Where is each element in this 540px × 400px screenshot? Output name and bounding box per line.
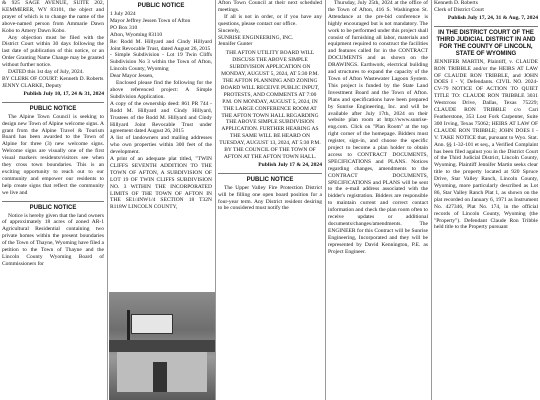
closing: Sincerely, xyxy=(218,27,240,34)
clerk-line: BY CLERK OF COURT: Kenneth D. Roberts xyxy=(2,75,104,82)
alpine-signs-notice: The Alpine Town Council is seeking to design new Town of Alpine welcome signs. A grant from the Alpine Travel & Tourism Board has been awarded to the Town of Alpine for three (3) new welcome signs. Welcome signs are visually one of the first visual markers residents/visitors see when they cross town boundaries. This is an exciting opportunity to reach out to our community and empower our residents to help create signs that reflect the community we live and xyxy=(2,113,104,196)
dated-line: DATED this 1st day of July, 2024. xyxy=(8,69,84,76)
addressee: Mayor Jeffrey Jessen Town of Afton xyxy=(110,17,191,24)
divider xyxy=(2,102,104,103)
name-change-notice-continued xyxy=(2,0,104,90)
notice-heading: PUBLIC NOTICE xyxy=(29,105,77,112)
signer: Jennifer Gunter xyxy=(218,41,253,48)
town-sign xyxy=(131,314,173,334)
notice-text: & 925 SAGE AVENUE, SUITE 202, KEMMERER, WY 83101, the object and prayer of which is to change the name of the above-named person from Ammarie Dawn Kobo to Amery Dawn Kobo. xyxy=(2,0,104,34)
notice-heading: PUBLIC NOTICE xyxy=(137,3,185,9)
bid-notice-text: Thursday, July 25th, 2024 at the office of the Town of Afton, 416 S. Washington St. Attendance at the pre-bid conference is highly encouraged but is not mandatory. The work to be performed under this project shall consist of furnishing all labor, materials and equipment required to construct the facilities and features called for in the CONTRACT DOCUMENTS and as shown on the DRAWINGS. Earthwork, electrical building and structures to expand the capacity of the Town of Afton Wastewater Lagoon System. This project is funded by the State Land Investment Board and the Town of Afton. Plans and specifications have been prepared by Sunrise Engineering, Inc. and will be available after July 17th, 2024 on their website plan room at http://www.sunrise-eng.com. Click on "Plan Room" at the top right corner of the homepage. Bidders must register, sign-in, and choose the specific project to become a plan holder to obtain access to CONTRACT DOCUMENTS, SPECIFICATIONS and PLANS. Notices regarding changes, amendments to the CONTRACT DOCUMENTS, SPECIFICATIONS and PLANS will be sent to the e-mail address associated with the bidder's registration. Bidders are responsible to maintain current and correct contact information and check the plan room often to receive updates or additional documents/changes/amendments. The ENGINEER for this Contract will be Sunrise Engineering, Incorporated and they will be represented by David Kennington, P.E. as Project Engineer. xyxy=(328,0,428,255)
letter-text: A copy of the ownership deed: 861 PR 744 - Rodd M. Hillyard and Cindy Hillyard, Trustees of the Rodd M. Hillyard and Cindy Hillyard Joint Revocable Trust under agreement dated August 26, 2015 xyxy=(110,100,212,135)
letter-text: Enclosed please find the following for the above referenced project: A Simple Subdivision Application. xyxy=(110,80,212,100)
divider xyxy=(434,26,538,27)
address-line: PO Box 310 xyxy=(110,24,138,31)
letter-text: Afton Town Council at their next scheduled meetings. xyxy=(218,0,322,13)
building-roof xyxy=(109,340,215,352)
letter-text: A list of landowners and mailing addresses who own properties within 300 feet of the development. xyxy=(110,135,212,156)
letter-date: 1 July 2024 xyxy=(110,11,136,17)
column-5 xyxy=(432,0,540,400)
firm-name: SUNRISE ENGINEERING, INC. xyxy=(218,34,294,41)
salutation: Dear Mayor Jessen, xyxy=(110,73,154,80)
letter-text: A print of an adequate plat titled, "TWIN CLIFFS SEVENTH ADDITION TO THE TOWN OF AFTON, A SUBDIVISION OF LOT 19 OF TWIN CLIFFS SUBDIVISION NO. 3 WITHIN THE INCORPORATED LIMITS OF THE TOWN OF AFTON IN THE SE1/4NW1/4 SECTION 18 T32N R118W LINCOLN COUNTY, xyxy=(110,156,212,211)
column-1 xyxy=(0,0,106,400)
column-3 xyxy=(216,0,324,400)
publish-dates: Publish July 17 & 24, 2024 xyxy=(258,161,322,168)
town-building-photo xyxy=(109,292,215,400)
letter-subject: - Simple Subdivision - Lot 19 Twin Cliffs Subdivision No 3 within the Town of Afton, Lincoln County, Wyoming xyxy=(110,52,212,73)
divider xyxy=(2,201,104,202)
column-4 xyxy=(326,0,430,400)
publish-dates: Publish July 17, 24, 31 & Aug. 7, 2024 xyxy=(447,14,538,21)
notice-heading: PUBLIC NOTICE xyxy=(246,176,294,183)
clerk-title: Clerk of District Court xyxy=(434,6,484,13)
fire-district-notice: The Upper Valley Fire Protection District will be filling one open board position for a four-year term. Any District resident desiring to be considered must notify the xyxy=(218,184,322,212)
deputy-line: JENNY CLARKE, Deputy xyxy=(2,82,62,89)
letter-text: If all is not in order, or if you have any questions, please contact our office. xyxy=(218,13,322,27)
address-line: Afton, Wyoming 83110 xyxy=(110,31,163,38)
hearing-notice-caps: THE AFTON UTILITY BOARD WILL DISCUSS THE ABOVE SIMPLE SUBDIVISION APPLICATION ON MONDAY, AUGUST 5, 2024, AT 5:30 P.M. THE AFTON PLANNING AND ZONING BOARD WILL RECEIVE PUBLIC INPUT, PROTESTS, AND COMMENTS AT 7:00 P.M. ON MONDAY, AUGUST 5, 2024, IN THE LARGE CONFERENCE ROOM AT THE AFTON TOWN HALL REGARDING THE ABOVE SIMPLE SUBDIVISION APPLICATION. FURTHER HEARING AS THE SAME WILL BE HEARD ON TUESDAY, AUGUST 13, 2024, AT 5:30 P.M. BY THE COUNCIL OF THE TOWN OF AFTON AT THE AFTON TOWN HALL. xyxy=(219,50,321,160)
divider xyxy=(218,173,322,174)
notice-text: Any objection must be filed with the District Court within 30 days following the last date of publication of this notice, or an Order Granting Name Change may be granted without further notice. xyxy=(2,34,104,69)
building-door xyxy=(153,362,167,392)
quiet-title-notice: JENNIFER MARTIN, Plaintiff, v. CLAUDE RON TRIBBLE and/or the HEIRS AT LAW OF CLAUDE RON TRIBBLE, and JOHN DOES I - V, Defendants. CIVIL NO. 2024-CV-79 NOTICE OF ACTION TO QUIET TITLE TO: CLAUDE RON TRIBBLE 3031 Westcross Drive, Dallas, Texas 75229; CLAUDE RON TRIBBLE c/o Cari Featherstone, 353 Lost Fork Carpenter, Suite 300 Irving, Texas 75062; HEIRS AT LAW OF CLAUDE RON TRIBBLE; JOHN DOES I - V. TAKE NOTICE that, pursuant to Wyo. Stat. Ann. §§ 1-32-101 et seq., a Verified Complaint has been filed against you in the District Court of the Third Judicial District, Lincoln County, Wyoming. Plaintiff Jennifer Martin seeks clear title to the property located at 920 Spruce Drive, Star Valley Ranch, Lincoln County, Wyoming, more particularly described as Lot 86, Star Valley Ranch Plat 1, as shown on the plat recorded on January 6, 1971 as Instrument No. 427346, Plat No. 174, in the official records of Lincoln County, Wyoming (the "Property"). Defendant Claude Ron Tribble held title to the Property pursuant xyxy=(434,58,538,231)
publish-dates: Publish July 10, 17, 24 & 31, 2024 xyxy=(23,90,104,97)
notice-heading: PUBLIC NOTICE xyxy=(29,204,77,211)
letter-subject: Re: Rodd M. Hillyard and Cindy Hillyard Joint Revocable Trust, dated August 26, 2015 xyxy=(110,38,212,52)
clerk-name: Kenneth D. Roberts xyxy=(434,0,478,6)
court-heading: IN THE DISTRICT COURT OF THE THIRD JUDICIAL DISTRICT IN AND FOR THE COUNTY OF LINCOLN, STATE OF WYOMING xyxy=(436,29,536,57)
thayne-annexation-notice: Notice is hereby given that the land owners of approximately 18 acres of zoned AR-1 Agricultural Residential containing two private homes within the present boundaries of the Town of Thayne, Wyoming have filed a petition to the Town of Thayne and the Lincoln County Wyoming Board of Commissioners for xyxy=(2,212,104,267)
